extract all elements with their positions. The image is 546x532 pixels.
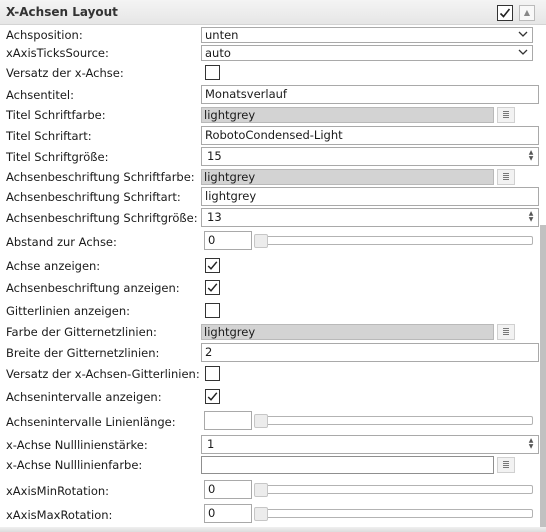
farbe-gitternetzlinien-label: Farbe der Gitternetzlinien: [6, 325, 157, 339]
achsposition-label: Achsposition: [6, 28, 83, 42]
achsenbeschriftung-schriftart-input[interactable]: lightgrey [201, 187, 539, 206]
achsenintervalle-linienlaenge-slider-thumb[interactable] [254, 414, 268, 428]
achsenbeschriftung-anzeigen-label: Achsenbeschriftung anzeigen: [6, 281, 180, 295]
achsentitel-input[interactable]: Monatsverlauf [201, 85, 539, 104]
farbe-gitternetzlinien-input[interactable]: lightgrey [201, 324, 494, 340]
versatz-gitterlinien-checkbox[interactable] [205, 366, 220, 381]
xaxis-max-rotation-slider-thumb[interactable] [254, 507, 268, 521]
achsenbeschriftung-schriftgroesse-value: 13 [207, 210, 222, 224]
xaxis-ticks-source-value: auto [205, 46, 231, 60]
achsposition-value: unten [205, 28, 239, 42]
achsenbeschriftung-schriftart-label: Achsenbeschriftung Schriftart: [6, 190, 181, 204]
titel-schriftfarbe-label: Titel Schriftfarbe: [6, 108, 106, 122]
achsenbeschriftung-schriftfarbe-input[interactable]: lightgrey [201, 169, 494, 185]
color-picker-button[interactable] [497, 457, 515, 473]
titel-schriftart-label: Titel Schriftart: [6, 129, 92, 143]
versatz-x-achse-checkbox[interactable] [205, 65, 220, 80]
spinner-icon[interactable]: ▲ ▼ [528, 210, 534, 223]
chevron-down-icon [518, 49, 528, 56]
xaxis-ticks-source-select[interactable] [201, 45, 533, 61]
color-picker-icon [503, 461, 509, 469]
color-picker-icon [503, 173, 509, 181]
achse-anzeigen-label: Achse anzeigen: [6, 259, 101, 273]
xaxis-max-rotation-label: xAxisMaxRotation: [6, 508, 113, 522]
checkmark-icon [207, 282, 218, 293]
titel-schriftgroesse-value: 15 [207, 149, 222, 163]
breite-gitternetzlinien-input[interactable]: 2 [201, 343, 539, 362]
color-picker-button[interactable] [497, 324, 515, 340]
achsposition-select[interactable] [201, 27, 533, 43]
color-picker-button[interactable] [497, 169, 515, 185]
xaxis-min-rotation-slider-track[interactable] [262, 485, 533, 494]
checkmark-icon [207, 260, 218, 271]
spinner-icon[interactable]: ▲ ▼ [528, 437, 534, 450]
checkmark-icon [499, 7, 511, 19]
abstand-zur-achse-label: Abstand zur Achse: [6, 235, 117, 249]
achsenintervalle-linienlaenge-input[interactable] [204, 411, 252, 430]
titel-schriftgroesse-label: Titel Schriftgröße: [6, 150, 109, 164]
achsenintervalle-anzeigen-checkbox[interactable] [205, 389, 220, 404]
chevron-down-icon [518, 31, 528, 38]
abstand-zur-achse-slider-thumb[interactable] [254, 234, 268, 248]
nulllinienstaerke-input[interactable] [201, 435, 539, 454]
color-picker-button[interactable] [497, 107, 515, 123]
achsenintervalle-anzeigen-label: Achsenintervalle anzeigen: [6, 390, 162, 404]
achsenbeschriftung-schriftfarbe-label: Achsenbeschriftung Schriftfarbe: [6, 170, 195, 184]
achsentitel-label: Achsentitel: [6, 88, 74, 102]
section-enable-checkbox[interactable] [497, 5, 513, 21]
xaxis-min-rotation-label: xAxisMinRotation: [6, 484, 110, 498]
achsenintervalle-linienlaenge-label: Achsenintervalle Linienlänge: [6, 415, 176, 429]
collapse-up-icon[interactable]: ▲ [519, 5, 535, 21]
titel-schriftgroesse-input[interactable] [201, 147, 539, 166]
titel-schriftart-input[interactable]: RobotoCondensed-Light [201, 126, 539, 145]
nulllinienfarbe-label: x-Achse Nulllinienfarbe: [6, 458, 143, 472]
gitterlinien-anzeigen-checkbox[interactable] [205, 303, 220, 318]
color-picker-icon [503, 328, 509, 336]
spinner-icon[interactable]: ▲ ▼ [528, 149, 534, 162]
achsenbeschriftung-schriftgroesse-input[interactable] [201, 208, 539, 227]
section-header [0, 0, 546, 25]
section-title: X-Achsen Layout [6, 5, 118, 19]
nulllinienstaerke-label: x-Achse Nulllinienstärke: [6, 438, 148, 452]
versatz-gitterlinien-label: Versatz der x-Achsen-Gitterlinien: [6, 367, 200, 381]
xaxis-ticks-source-label: xAxisTicksSource: [6, 46, 109, 60]
versatz-x-achse-label: Versatz der x-Achse: [6, 66, 124, 80]
vertical-scrollbar[interactable] [540, 225, 546, 532]
gitterlinien-anzeigen-label: Gitterlinien anzeigen: [6, 304, 131, 318]
color-picker-icon [503, 111, 509, 119]
xaxis-max-rotation-slider-track[interactable] [262, 509, 533, 518]
xaxis-min-rotation-input[interactable]: 0 [204, 480, 252, 499]
achsenintervalle-linienlaenge-slider-track[interactable] [262, 416, 533, 425]
titel-schriftfarbe-input[interactable]: lightgrey [201, 107, 494, 123]
checkmark-icon [207, 391, 218, 402]
achsenbeschriftung-anzeigen-checkbox[interactable] [205, 280, 220, 295]
achsenbeschriftung-schriftgroesse-label: Achsenbeschriftung Schriftgröße: [6, 211, 198, 225]
next-section-header [0, 527, 546, 532]
nulllinienstaerke-value: 1 [207, 437, 215, 451]
abstand-zur-achse-input[interactable]: 0 [204, 231, 252, 250]
breite-gitternetzlinien-label: Breite der Gitternetzlinien: [6, 346, 160, 360]
xaxis-min-rotation-slider-thumb[interactable] [254, 483, 268, 497]
xaxis-max-rotation-input[interactable]: 0 [204, 504, 252, 523]
nulllinienfarbe-input[interactable] [201, 456, 494, 474]
abstand-zur-achse-slider-track[interactable] [262, 236, 533, 245]
achse-anzeigen-checkbox[interactable] [205, 258, 220, 273]
